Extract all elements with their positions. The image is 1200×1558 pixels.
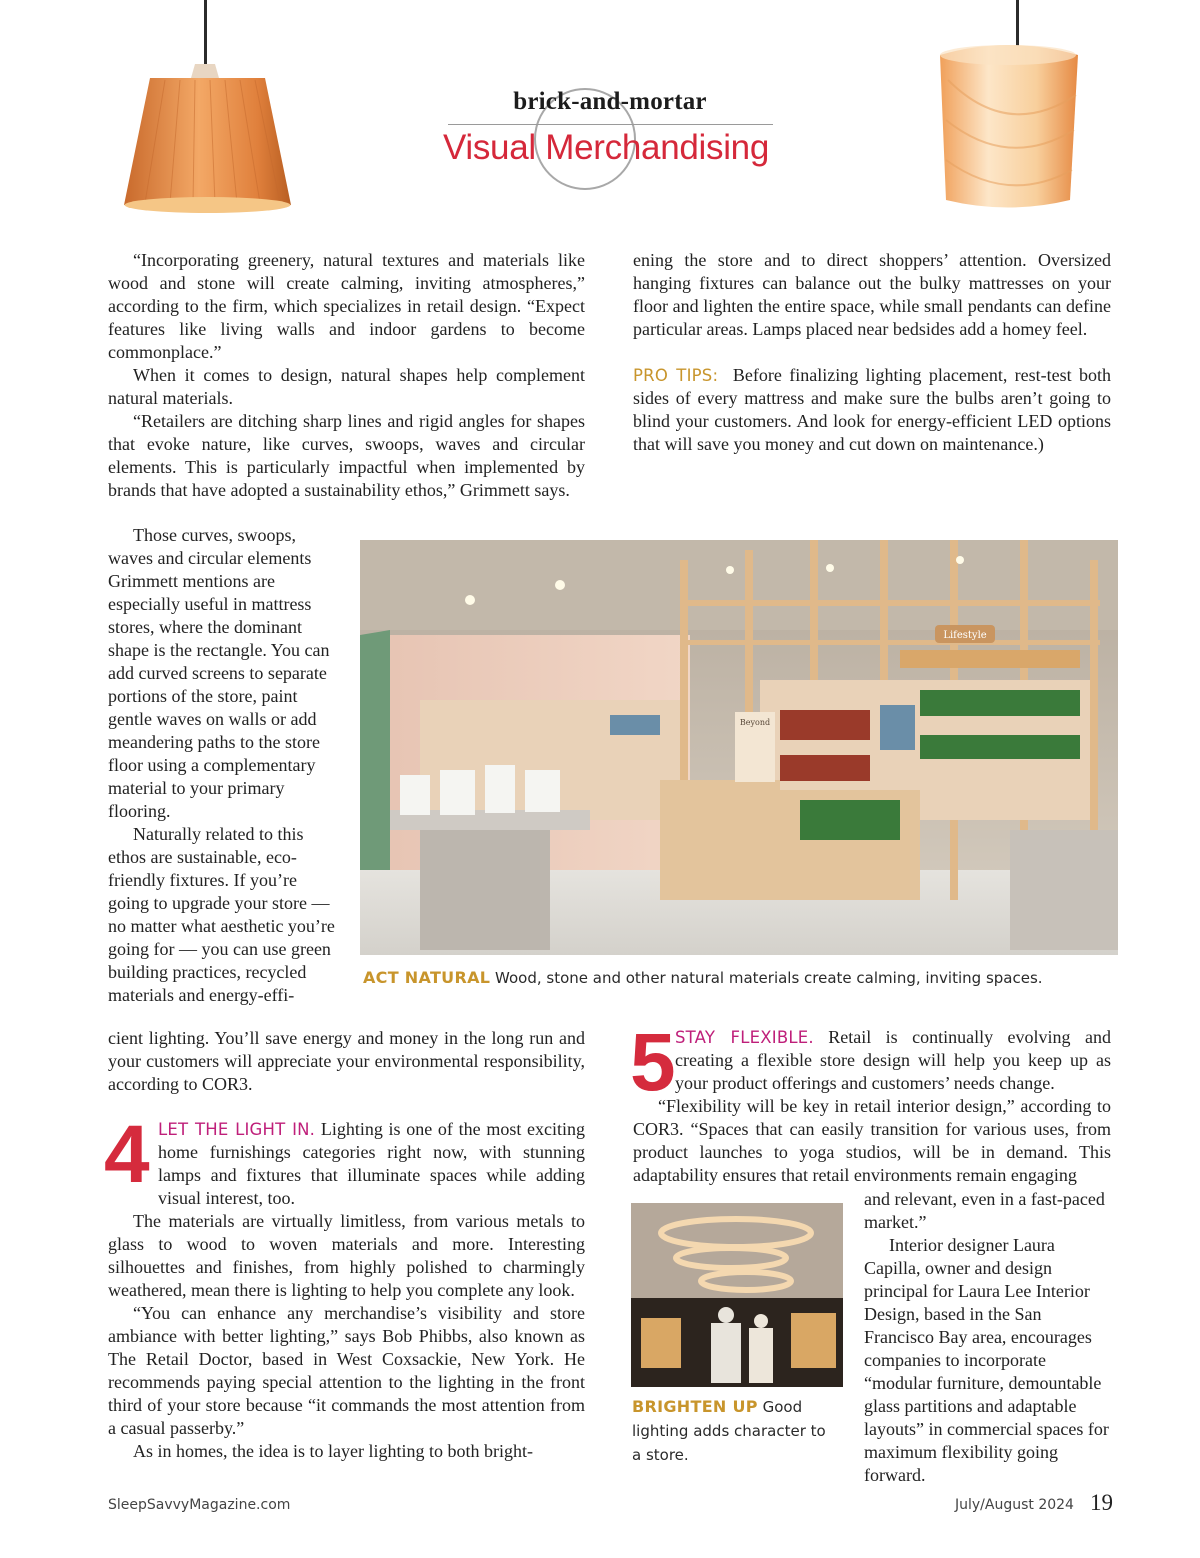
section-4-heading: LET THE LIGHT IN. [158, 1120, 316, 1139]
photo-caption-small [632, 1395, 837, 1467]
body-paragraph: “Incorporating greenery, natural textures and materials like wood and stone will create calming, inviting atmospheres,” according to the firm, which specializes in retail design. “Expect features like living walls and indoor gardens to become commonplace.” [108, 250, 585, 362]
photo-sign-2: Beyond [739, 718, 771, 727]
body-paragraph: Those curves, swoops, waves and circular elements Grimmett mentions are especially useful in mattress stores, where the dominant shape is the rectangle. You can add curved screens to separate portions of the store, paint gentle waves on walls or add meandering paths to the store floor using a complementary material to your primary flooring. [108, 525, 330, 821]
section-kicker: brick-and-mortar [513, 88, 707, 115]
body-paragraph: ening the store and to direct shoppers’ attention. Oversized hanging fixtures can balance out the bulky mattresses on your floor and lighten the entire space, while small pendants can define particular areas. Lamps placed near bedsides add a homey feel. [633, 250, 1111, 339]
footer-site: SleepSavvyMagazine.com [108, 1497, 291, 1513]
header-rule [448, 124, 773, 125]
body-paragraph: Interior designer Laura Capilla, owner and design principal for Laura Lee Interior Design, based in the San Francisco Bay area, encourages companies to incorporate “modular furniture, demountable glass partitions and adaptable layouts” in commercial spaces for maximum flexibility going forward. [864, 1235, 1109, 1485]
pro-tips-text: Before finalizing lighting placement, rest-test both sides of every mattress and make sure the bulbs aren’t going to blind your customers. And look for energy-efficient LED options that will save you money and cut down on maintenance.) [633, 365, 1111, 454]
body-paragraph: “Retailers are ditching sharp lines and rigid angles for shapes that evoke nature, like curves, swoops, waves and circular elements. This is particularly impactful when implemented by brands that have adopted a sustainability ethos,” Grimmett says. [108, 411, 585, 500]
photo-caption-main-text: Wood, stone and other natural materials create calming, inviting spaces. [490, 969, 1043, 987]
photo-caption-main-heading: ACT NATURAL [363, 968, 491, 987]
section-title: Visual Merchandising [442, 128, 770, 167]
right-column-narrow [864, 1188, 1110, 1487]
photo-caption-small-heading: BRIGHTEN UP [632, 1397, 758, 1416]
section-4 [108, 1118, 585, 1463]
section-5 [633, 1026, 1111, 1187]
body-paragraph: When it comes to design, natural shapes help complement natural materials. [108, 365, 585, 408]
photo-caption-main [363, 968, 1123, 987]
footer-issue: July/August 2024 [955, 1497, 1074, 1513]
left-column-narrow [108, 524, 338, 1007]
pro-tips [633, 364, 1111, 456]
photo-sign-1: Lifestyle [943, 630, 987, 641]
body-paragraph: and relevant, even in a fast-paced market.” [864, 1189, 1105, 1232]
section-4-lead [108, 1118, 585, 1210]
page-number: 19 [1090, 1490, 1113, 1515]
pro-tips-heading: PRO TIPS: [633, 366, 719, 385]
section-5-lead-text: Retail is continually evolving and creating a flexible store design will help you keep up as your product offerings and customers’ needs change. [675, 1027, 1111, 1093]
section-4-lead-text: Lighting is one of the most exciting home furnishings categories right now, with stunning lamps and fixtures that illuminate spaces while adding visual interest, too. [158, 1119, 586, 1208]
left-column-top [108, 249, 585, 502]
body-paragraph: “Flexibility will be key in retail interior design,” according to COR3. “Spaces that can easily transition for various uses, from product launches to yoga studios, will be in demand. This adaptability ensures that retail environments remain engaging [633, 1096, 1111, 1185]
section-number-4: 4 [104, 1109, 150, 1200]
body-paragraph: cient lighting. You’ll save energy and money in the long run and your customers will appreciate your environmental responsibility, according to COR3. [108, 1028, 585, 1094]
left-column-continued [108, 1027, 585, 1096]
body-paragraph: As in homes, the idea is to layer lighting to both bright- [133, 1441, 533, 1461]
section-5-lead [633, 1026, 1111, 1095]
store-photo [360, 540, 1118, 955]
body-paragraph: Naturally related to this ethos are sustainable, eco-friendly fixtures. If you’re going to upgrade your store — no matter what aesthetic you’re going for — you can use green building practices, recycled materials and energy-effi- [108, 824, 335, 1005]
body-paragraph: The materials are virtually limitless, from various metals to glass to wood to woven materials and more. Interesting silhouettes and finishes, from highly polished to charmingly weathered, mean there is lighting to help you complete any look. [108, 1211, 585, 1300]
photo-caption-small-text: Good lighting adds character to a store. [632, 1398, 826, 1464]
right-column-top [633, 249, 1111, 456]
section-5-heading: STAY FLEXIBLE. [675, 1028, 814, 1047]
lighting-photo [631, 1203, 843, 1387]
section-number-5: 5 [630, 1017, 676, 1108]
body-paragraph: “You can enhance any merchandise’s visibility and store ambiance with better lighting,” says Bob Phibbs, also known as The Retail Doctor, based in West Coxsackie, New York. He recommends paying special attention to the lighting in the front third of your store because “it commands the most attention from a casual passerby.” [108, 1303, 585, 1438]
